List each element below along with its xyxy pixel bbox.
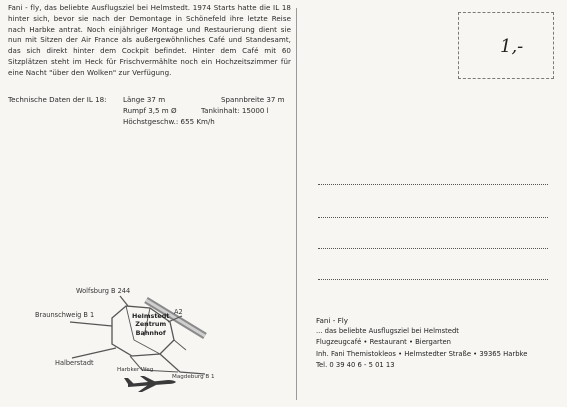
sender-tagline: ... das beliebte Ausflugsziel bei Helmstedt (316, 327, 459, 336)
airplane-icon (124, 376, 176, 392)
road-braunschweig (70, 322, 112, 326)
sender-services: Flugzeugcafé • Restaurant • Biergarten (316, 338, 451, 347)
address-line (318, 248, 548, 249)
map-label-harbker-weg: Harbker Weg (117, 367, 154, 373)
sender-block (316, 315, 556, 371)
map-center-bahnhof: Bahnhof (135, 328, 166, 337)
stamp-price: 1,- (500, 36, 524, 57)
map-center-zentrum: Zentrum (135, 320, 167, 329)
map-label-a2: A2 (174, 308, 183, 316)
tech-fuselage: Rumpf 3,5 m Ø (123, 106, 177, 115)
map-label-braunschweig: Braunschweig B 1 (35, 311, 95, 319)
tech-tank: Tankinhalt: 15000 l (201, 106, 269, 115)
map-label-wolfsburg: Wolfsburg B 244 (76, 287, 131, 295)
map-center-label (132, 312, 169, 337)
address-line (318, 184, 548, 185)
map-center-helmstedt: Helmstedt (132, 312, 170, 320)
sender-name: Fani - Fly (316, 316, 348, 325)
road-halberstadt (72, 348, 116, 358)
sender-address: Inh. Fani Themistokleos • Helmstedter Straße • 39365 Harbke (316, 349, 528, 358)
address-line (318, 217, 548, 218)
address-line (318, 279, 548, 280)
tech-wingspan: Spannbreite 37 m (221, 95, 285, 104)
tech-heading: Technische Daten der IL 18: (8, 95, 107, 104)
road-wolfsburg (120, 296, 128, 306)
map-label-halberstadt: Halberstadt (55, 359, 94, 367)
sender-phone: Tel. 0 39 40 6 - 5 01 13 (316, 360, 395, 369)
center-divider (296, 8, 297, 400)
map-label-magdeburg: Magdeburg B 1 (172, 374, 215, 380)
tech-length: Länge 37 m (123, 95, 166, 104)
tech-speed: Höchstgeschw.: 655 Km/h (123, 117, 215, 126)
description-paragraph: Fani - fly, das beliebte Ausflugsziel bei Helmstedt. 1974 Starts hatte die IL 18 hinter sich, bevor sie nach der Demontage in Schönefeld ihre letzte Reise nach Harbke antrat. Noch einjähriger Montage und Restaurierung dient sie nun mit Sitzen der Air France als außergewöhnliches Café und Standesamt, das sich direkt hinter dem Cockpit befindet. Hinter dem Café mit 60 Sitzplätzen steht im Heck für Frischvermählte noch ein Hochzeitszimmer für eine Nacht "über den Wolken" zur Verfügung. (8, 3, 291, 77)
